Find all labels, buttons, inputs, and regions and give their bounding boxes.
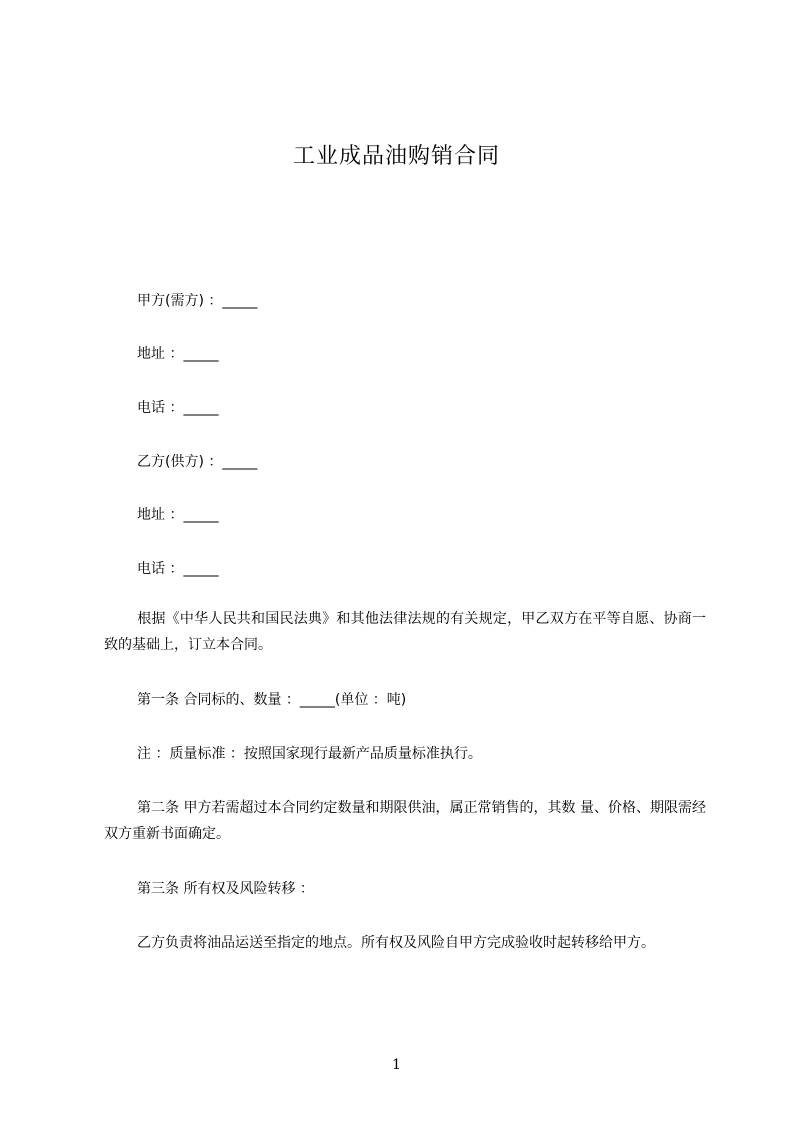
preamble-text: 根据《中华人民共和国民法典》和其他法律法规的有关规定，甲乙双方在平等自愿、协商一致的基础上，订立本合同。 [104,611,706,653]
article-3-heading: 第三条 所有权及风险转移 ： [137,881,314,897]
article-3-text: 乙方负责将油品运送至指定的地点。所有权及风险自甲方完成验收时起转移给甲方。 [137,935,655,951]
page-number: 1 [392,1057,401,1073]
article-2-text: 第二条 甲方若需超过本合同约定数量和期限供油，属正常销售的，其数 量、价格、期限需经双方重新书面确定。 [104,800,706,842]
party-b-name-line: 乙方(供方) ：_____ [137,454,258,470]
party-a-name-line: 甲方(需方) ：_____ [137,293,258,309]
article-2-paragraph [104,795,706,847]
party-b-address-line: 地址 ：_____ [137,507,219,523]
party-a-phone-line: 电话 ：_____ [137,400,219,416]
party-a-address-line: 地址 ：_____ [137,346,219,362]
quality-note-line: 注 ：质量标准 ：按照国家现行最新产品质量标准执行。 [137,746,482,762]
party-b-phone-line: 电话 ：_____ [137,561,219,577]
preamble-paragraph [104,606,706,658]
article-3-paragraph [104,930,706,956]
article-1-line: 第一条 合同标的、数量 ：_____(单位 ：吨) [137,692,407,708]
document-title: 工业成品油购销合同 [292,144,500,169]
